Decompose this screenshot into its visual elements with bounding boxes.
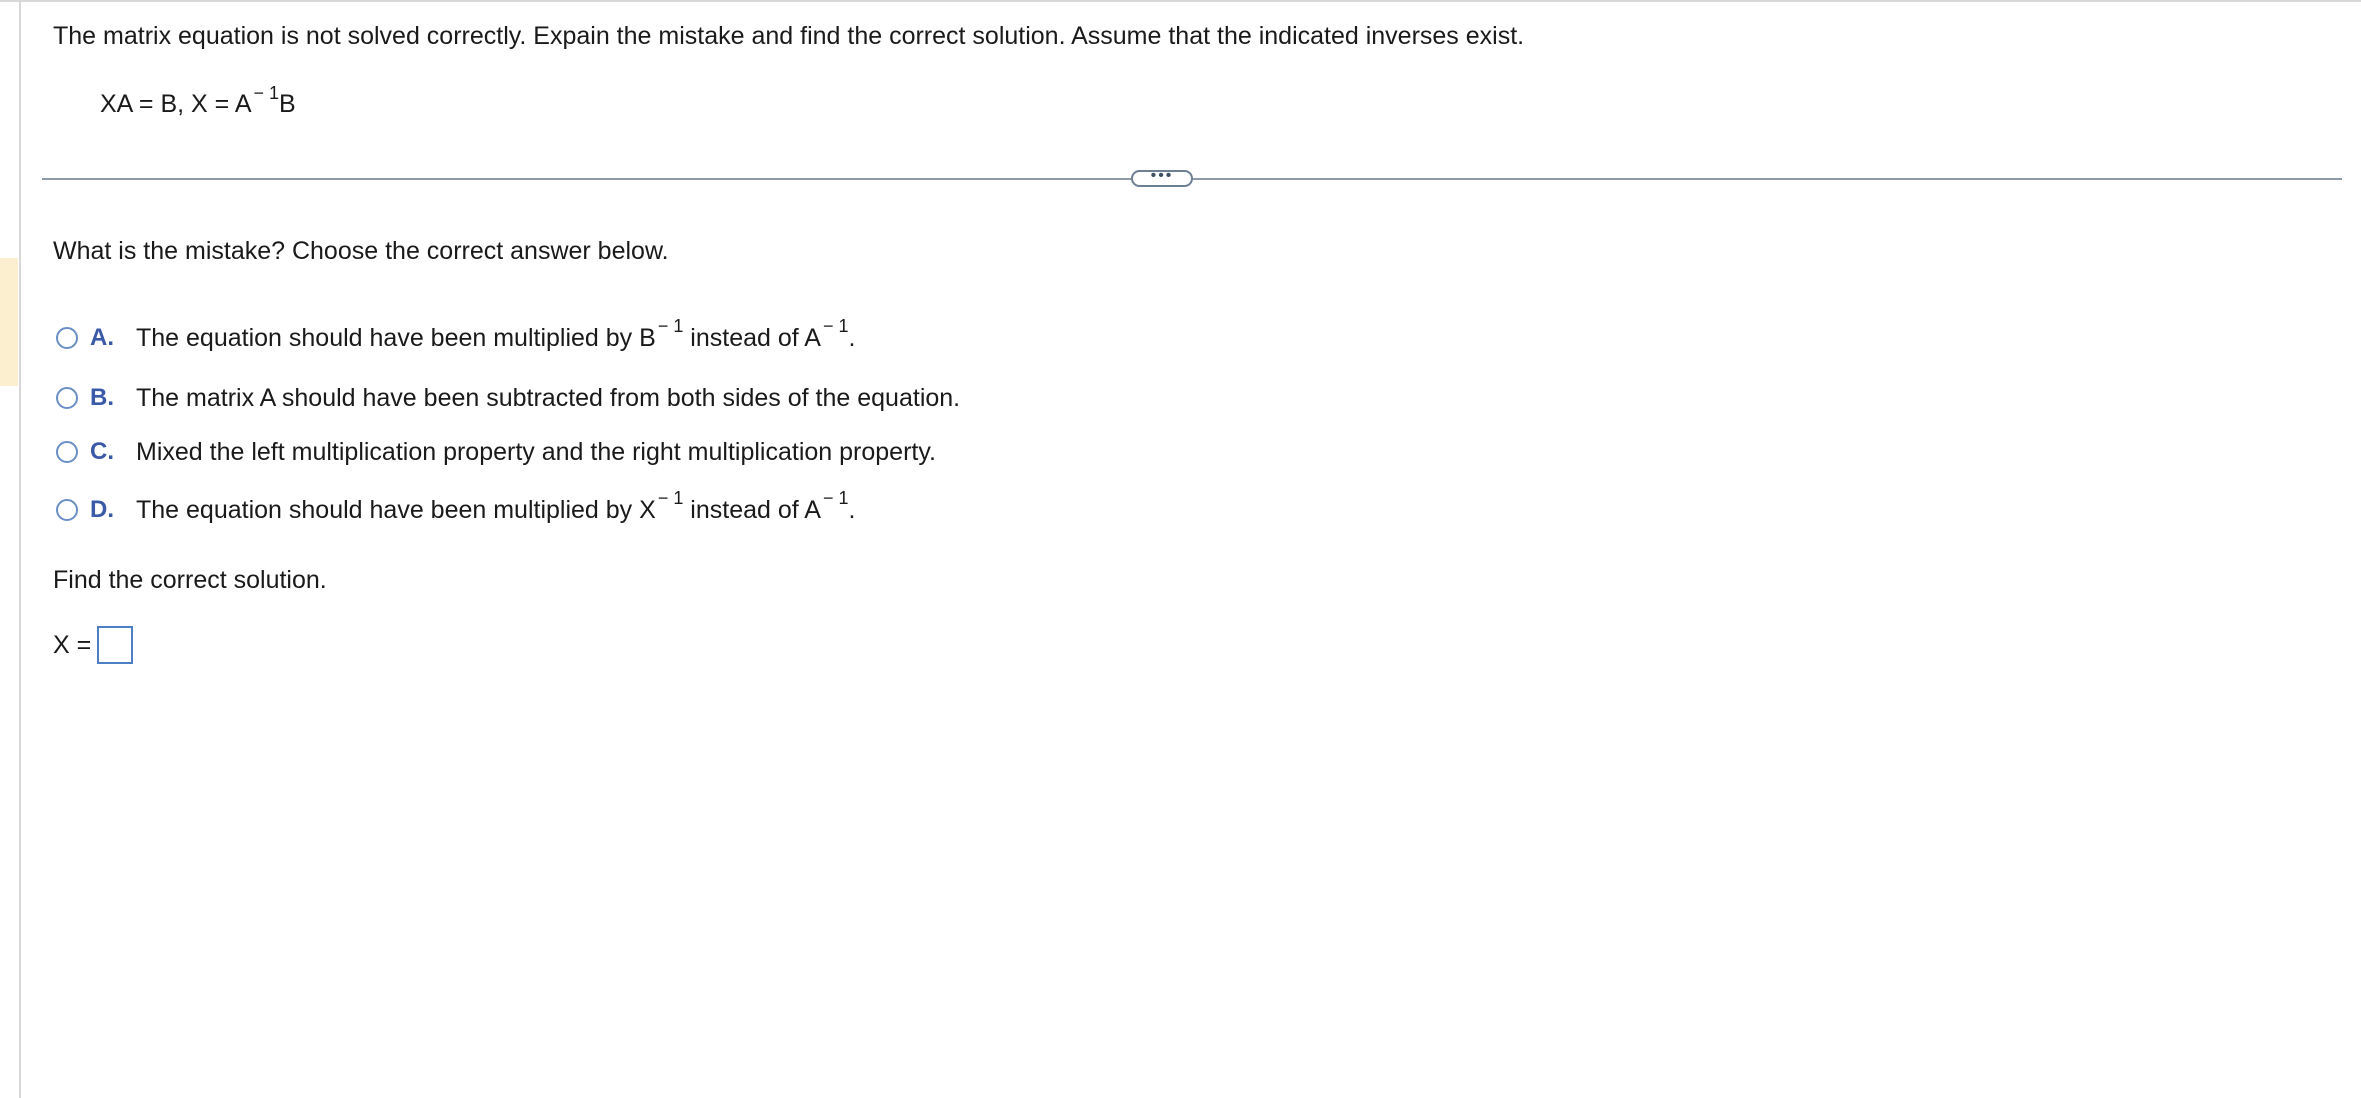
option-a-text-before: The equation should have been multiplied by B <box>136 323 656 352</box>
left-border <box>19 0 21 1098</box>
option-letter-c: C. <box>90 438 114 465</box>
radio-button-a[interactable] <box>56 327 78 349</box>
option-text-c: Mixed the left multiplication property and the right multiplication property. <box>136 437 936 466</box>
option-letter-d: D. <box>90 496 114 523</box>
solution-label: X = <box>53 630 92 659</box>
option-a-text-after: . <box>848 323 856 352</box>
given-equation-part2: B <box>279 90 296 118</box>
answer-option-d[interactable] <box>56 490 855 530</box>
option-a-exponent-1: − 1 <box>657 316 684 337</box>
solution-prompt: Find the correct solution. <box>53 566 327 594</box>
option-d-exponent-2: − 1 <box>822 488 849 509</box>
option-d-text-middle: instead of A <box>683 495 821 524</box>
option-text-b: The matrix A should have been subtracted from both sides of the equation. <box>136 383 961 412</box>
option-letter-a: A. <box>90 324 114 351</box>
radio-button-d[interactable] <box>56 499 78 521</box>
option-a-text-middle: instead of A <box>683 323 821 352</box>
problem-statement: The matrix equation is not solved correctly. Expain the mistake and find the correct solution. Assume that the indicated inverses exist. <box>53 22 1525 50</box>
given-equation <box>100 82 296 119</box>
question-prompt: What is the mistake? Choose the correct answer below. <box>53 237 669 265</box>
answer-option-c[interactable] <box>56 432 936 472</box>
radio-button-c[interactable] <box>56 441 78 463</box>
given-equation-part1: XA = B, X = A <box>100 90 252 118</box>
answer-option-a[interactable] <box>56 318 855 358</box>
answer-option-b[interactable] <box>56 378 960 418</box>
top-border <box>0 0 2361 2</box>
solution-answer-input[interactable] <box>97 626 133 664</box>
option-d-text-before: The equation should have been multiplied by X <box>136 495 656 524</box>
option-text-d <box>136 488 856 525</box>
expand-button[interactable]: ••• <box>1131 170 1193 187</box>
option-d-text-after: . <box>848 495 856 524</box>
question-marker <box>0 258 18 386</box>
option-d-exponent-1: − 1 <box>657 488 684 509</box>
solution-row <box>53 626 133 664</box>
option-a-exponent-2: − 1 <box>822 316 849 337</box>
given-equation-exponent: − 1 <box>253 82 280 103</box>
option-text-a <box>136 316 856 353</box>
radio-button-b[interactable] <box>56 387 78 409</box>
option-letter-b: B. <box>90 384 114 411</box>
